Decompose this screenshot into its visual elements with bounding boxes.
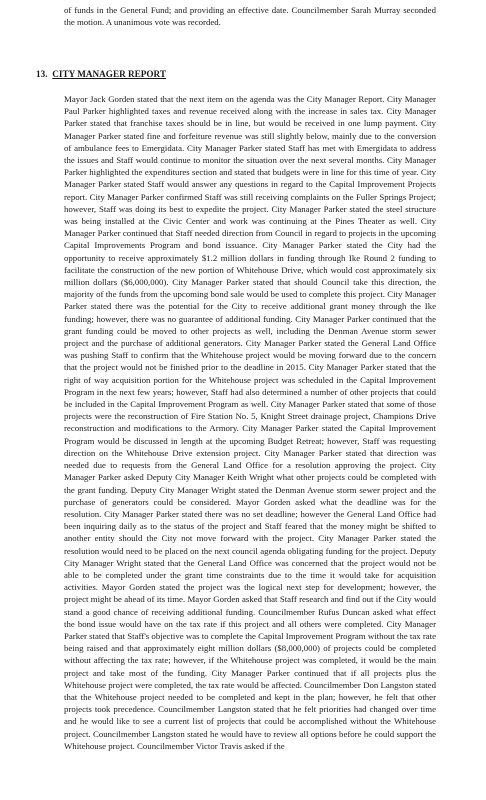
section-title: CITY MANAGER REPORT — [52, 69, 166, 79]
intro-paragraph: of funds in the General Fund; and providing an effective date. Councilmember Sarah Murray seconded the motion. A unanimous vote was recorded. — [64, 5, 436, 28]
section-body: Mayor Jack Gorden stated that the next item on the agenda was the City Manager Report. City Manager Paul Parker highlighted taxes and revenue received along with the increase in sales tax. City Manager Parker stated that franchise taxes should be in line, but would be received in one lump payment. City Manager Parker stated fine and forfeiture revenue was still slightly below, mainly due to the conversion of ambulance fees to Emergidata. City Manager Parker stated Staff has met with Emergidata to address the issues and Staff would continue to monitor the situation over the next several months. City Manager Parker highlighted the expenditures section and stated that budgets were in line for this time of year. City Manager Parker stated Staff would answer any questions in regard to the Capital Improvement Projects report. City Manager Parker confirmed Staff was still receiving complaints on the Fuller Springs Project; however, Staff was doing its best to expedite the project. City Manager Parker stated the steel structure was being installed at the Civic Center and work was continuing at the Pines Theater as well. City Manager Parker continued that Staff needed direction from Council in regard to projects in the upcoming Capital Improvements Program and bond issuance. City Manager Parker stated the City had the opportunity to receive approximately $1.2 million dollars in funding through Ike Round 2 funding to facilitate the construction of the new portion of Whitehouse Drive, which would cost approximately six million dollars ($6,000,000). City Manager Parker stated that should Council take this direction, the majority of the funds from the upcoming bond sale would be used to complete this project. City Manager Parker stated there was the potential for the City to receive additional grant money through the Ike funding; however, there was no guarantee of additional funding. City Manager Parker continued that the grant funding could be moved to other projects as well, including the Denman Avenue storm sewer project and the purchase of additional generators. City Manager Parker stated the General Land Office was pushing Staff to confirm that the Whitehouse project would be moving forward due to the concern that the project would not be finished prior to the deadline in 2015. City Manager Parker stated that the right of way acquisition portion for the Whitehouse project was scheduled in the Capital Improvement Program in the next few years; however, Staff had also determined a number of other projects that could be included in the Capital Improvement Program as well. City Manager Parker stated that some of those projects were the reconstruction of Fire Station No. 5, Knight Street drainage project, Champions Drive reconstruction and modifications to the Armory. City Manager Parker stated the Capital Improvement Program would be discussed in length at the upcoming Budget Retreat; however, Staff was requesting direction on the Whitehouse Drive extension project. City Manager Parker stated that direction was needed due to requests from the General Land Office for a resolution approving the project. City Manager Parker asked Deputy City Manager Keith Wright what other projects could be completed with the grant funding. Deputy City Manager Wright stated the Denman Avenue storm sewer project and the purchase of generators could be considered. Mayor Gorden asked what the deadline was for the resolution. City Manager Parker stated there was no set deadline; however the General Land Office had been inquiring daily as to the status of the project and Staff feared that the money might be shifted to another entity should the City not move forward with the project. City Manager Parker stated the resolution would need to be placed on the next council agenda obligating funding for the project. Deputy City Manager Wright stated that the General Land Office was concerned that the project would not be able to be completed under the grant time constraints due to the time it would take for acquisition activities. Mayor Gorden stated the project was the logical next step for development; however, the project might be ahead of its time. Mayor Gorden asked that Staff research and find out if the City would stand a good chance of receiving additional funding. Councilmember Rufus Duncan asked what effect the bond issue would have on the tax rate if this project and all others were completed. City Manager Parker stated that Staff's objective was to complete the Capital Improvement Program without the tax rate being raised and that approximately eight million dollars ($8,000,000) of projects could be completed without affecting the tax rate; however, if the Whitehouse project was completed, it would be the main project and take most of the funding. City Manager Parker continued that if all projects plus the Whitehouse project were completed, the tax rate would be affected. Councilmember Don Langston stated that the Whitehouse project needed to be completed and kept in the plan; however, he felt that other projects took precedence. Councilmember Langston stated that he felt priorities had changed over time and he would like to see a current list of projects that could be accomplished without the Whitehouse project. Councilmember Langston stated he would have to review all options before he could support the Whitehouse project. Councilmember Victor Travis asked if the — [64, 94, 436, 751]
section-number: 13. — [36, 69, 48, 79]
section-heading — [36, 68, 436, 80]
